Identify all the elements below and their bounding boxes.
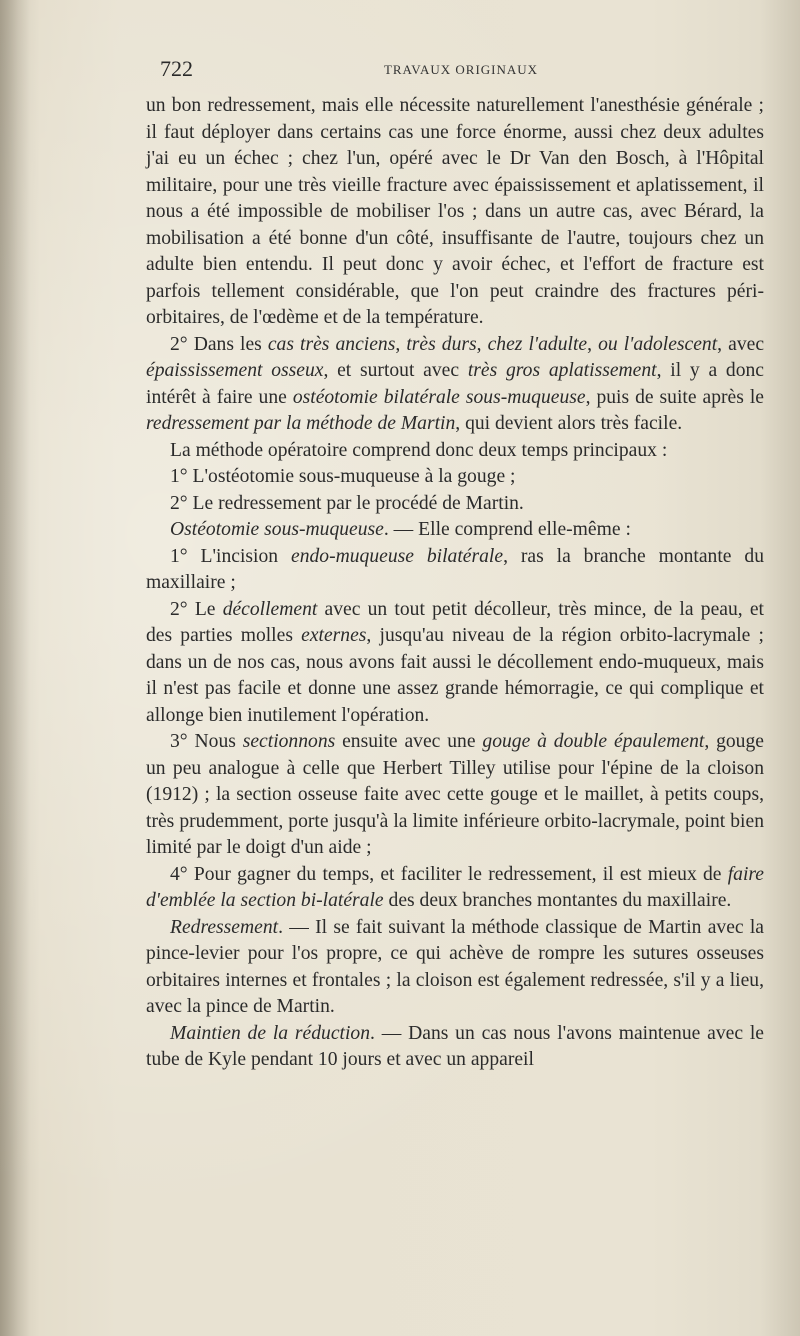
text-segment: , <box>395 333 407 355</box>
paragraph <box>146 915 764 1021</box>
italic-segment: ou l'adolescent <box>598 333 718 355</box>
text-segment: un bon redressement, mais elle nécessite naturellement l'anesthésie générale ; il faut déployer dans certains cas une force énorme, aussi chez deux adultes j'ai eu un échec ; chez l'un, opéré avec le Dr Van den Bosch, à l'Hôpital militaire, pour une très vieille fracture avec épaississement et aplatissement, il nous a été impossible de mobiliser l'os ; dans un autre cas, avec Bérard, la mobilisation a été bonne d'un côté, insuffisante de l'autre, toujours chez un adulte bien entendu. Il peut donc y avoir échec, et l'effort de fracture est parfois tellement considérable, que l'on peut craindre des fractures péri-orbitaires, de l'œdème et de la température. <box>146 95 764 328</box>
italic-segment: redressement par la méthode de Martin <box>146 413 456 434</box>
paragraph <box>146 438 764 465</box>
text-segment: , puis de suite après le <box>585 386 764 408</box>
text-segment: , qui devient alors très facile. <box>455 413 683 434</box>
italic-segment: faire d'emblée la section bi-latérale <box>146 863 764 911</box>
text-segment: 4° Pour gagner du temps, et faciliter le redressement, il est mieux de <box>170 863 728 885</box>
text-segment: des deux branches montantes du maxillaire. <box>383 890 732 911</box>
text-segment: 2° Le <box>170 598 223 620</box>
text-segment: 2° Dans les <box>170 333 268 355</box>
italic-segment: Redressement <box>170 916 279 938</box>
text-segment: , avec <box>717 333 765 355</box>
paragraph <box>146 464 764 491</box>
running-head: TRAVAUX ORIGINAUX <box>383 62 539 77</box>
text-segment: , et surtout avec <box>323 360 468 381</box>
text-segment: 2° Le redressement par le procédé de Martin. <box>170 492 524 514</box>
italic-segment: cas très anciens <box>267 333 396 355</box>
paragraph <box>146 517 764 544</box>
italic-segment: très gros aplatissement <box>467 360 657 381</box>
page-header <box>160 56 762 86</box>
page-number: 722 <box>160 56 193 81</box>
italic-segment: externes <box>301 625 367 646</box>
italic-segment: sectionnons <box>242 731 336 752</box>
text-segment: , ras la branche montante du maxillaire ; <box>146 545 764 593</box>
italic-segment: décollement <box>222 598 318 620</box>
paragraph <box>146 729 764 862</box>
paragraph <box>146 1021 764 1074</box>
text-segment: , <box>476 333 488 355</box>
italic-segment: Maintien de la réduction <box>170 1022 370 1044</box>
italic-segment: gouge à double épaulement <box>482 731 705 752</box>
text-segment: , gouge un peu analogue à celle que Herbert Tilley utilise pour l'épine de la cloison (1912) ; la section osseuse faite avec cette gouge et le maillet, à petits coups, très prudemment, porte jusqu'à la limite inférieure orbito-lacrymale, point bien limité par le doigt d'un aide ; <box>146 731 764 858</box>
paragraph <box>146 597 764 730</box>
text-segment: , jusqu'au niveau de la région orbito-lacrymale ; dans un de nos cas, nous avons fait aussi le décollement endo-muqueux, mais il n'est pas facile et donne une assez grande hémorragie, ce qui complique et allonge bien inutilement l'opération. <box>146 625 764 726</box>
paragraph <box>146 544 764 597</box>
text-segment: , il y a donc intérêt à faire une <box>146 360 764 408</box>
italic-segment: Ostéotomie sous-muqueuse <box>170 519 384 540</box>
text-segment: . — Il se fait suivant la méthode classique de Martin avec la pince-levier pour l'os propre, ce qui achève de rompre les sutures osseuses orbitaires internes et frontales ; la cloison est également redressée, s'il y a lieu, avec la pince de Martin. <box>146 916 764 1017</box>
italic-segment: endo-muqueuse bilatérale <box>291 545 504 567</box>
text-segment: , <box>587 333 599 355</box>
italic-segment: ostéotomie bilatérale sous-muqueuse <box>292 386 586 408</box>
paragraph <box>146 93 764 332</box>
italic-segment: chez l'adulte <box>487 333 588 355</box>
text-segment: 1° L'incision <box>170 545 291 567</box>
paragraph <box>146 862 764 915</box>
italic-segment: très durs <box>406 333 477 355</box>
text-segment: avec un tout petit décolleur, très mince, de la peau, et des parties molles <box>146 598 764 646</box>
text-segment: ensuite avec une <box>335 731 483 752</box>
paragraph <box>146 332 764 438</box>
body-text <box>146 93 764 1074</box>
text-segment: . — Elle comprend elle-même : <box>383 519 631 540</box>
page-edge-shadow <box>0 0 30 1336</box>
text-segment: 1° L'ostéotomie sous-muqueuse à la gouge ; <box>170 466 516 487</box>
text-segment: La méthode opératoire comprend donc deux temps principaux : <box>170 439 668 461</box>
text-segment: . — Dans un cas nous l'avons maintenue avec le tube de Kyle pendant 10 jours et avec un appareil <box>146 1022 764 1070</box>
italic-segment: épaississement osseux <box>146 360 324 381</box>
text-segment: 3° Nous <box>170 731 243 752</box>
paragraph <box>146 491 764 518</box>
